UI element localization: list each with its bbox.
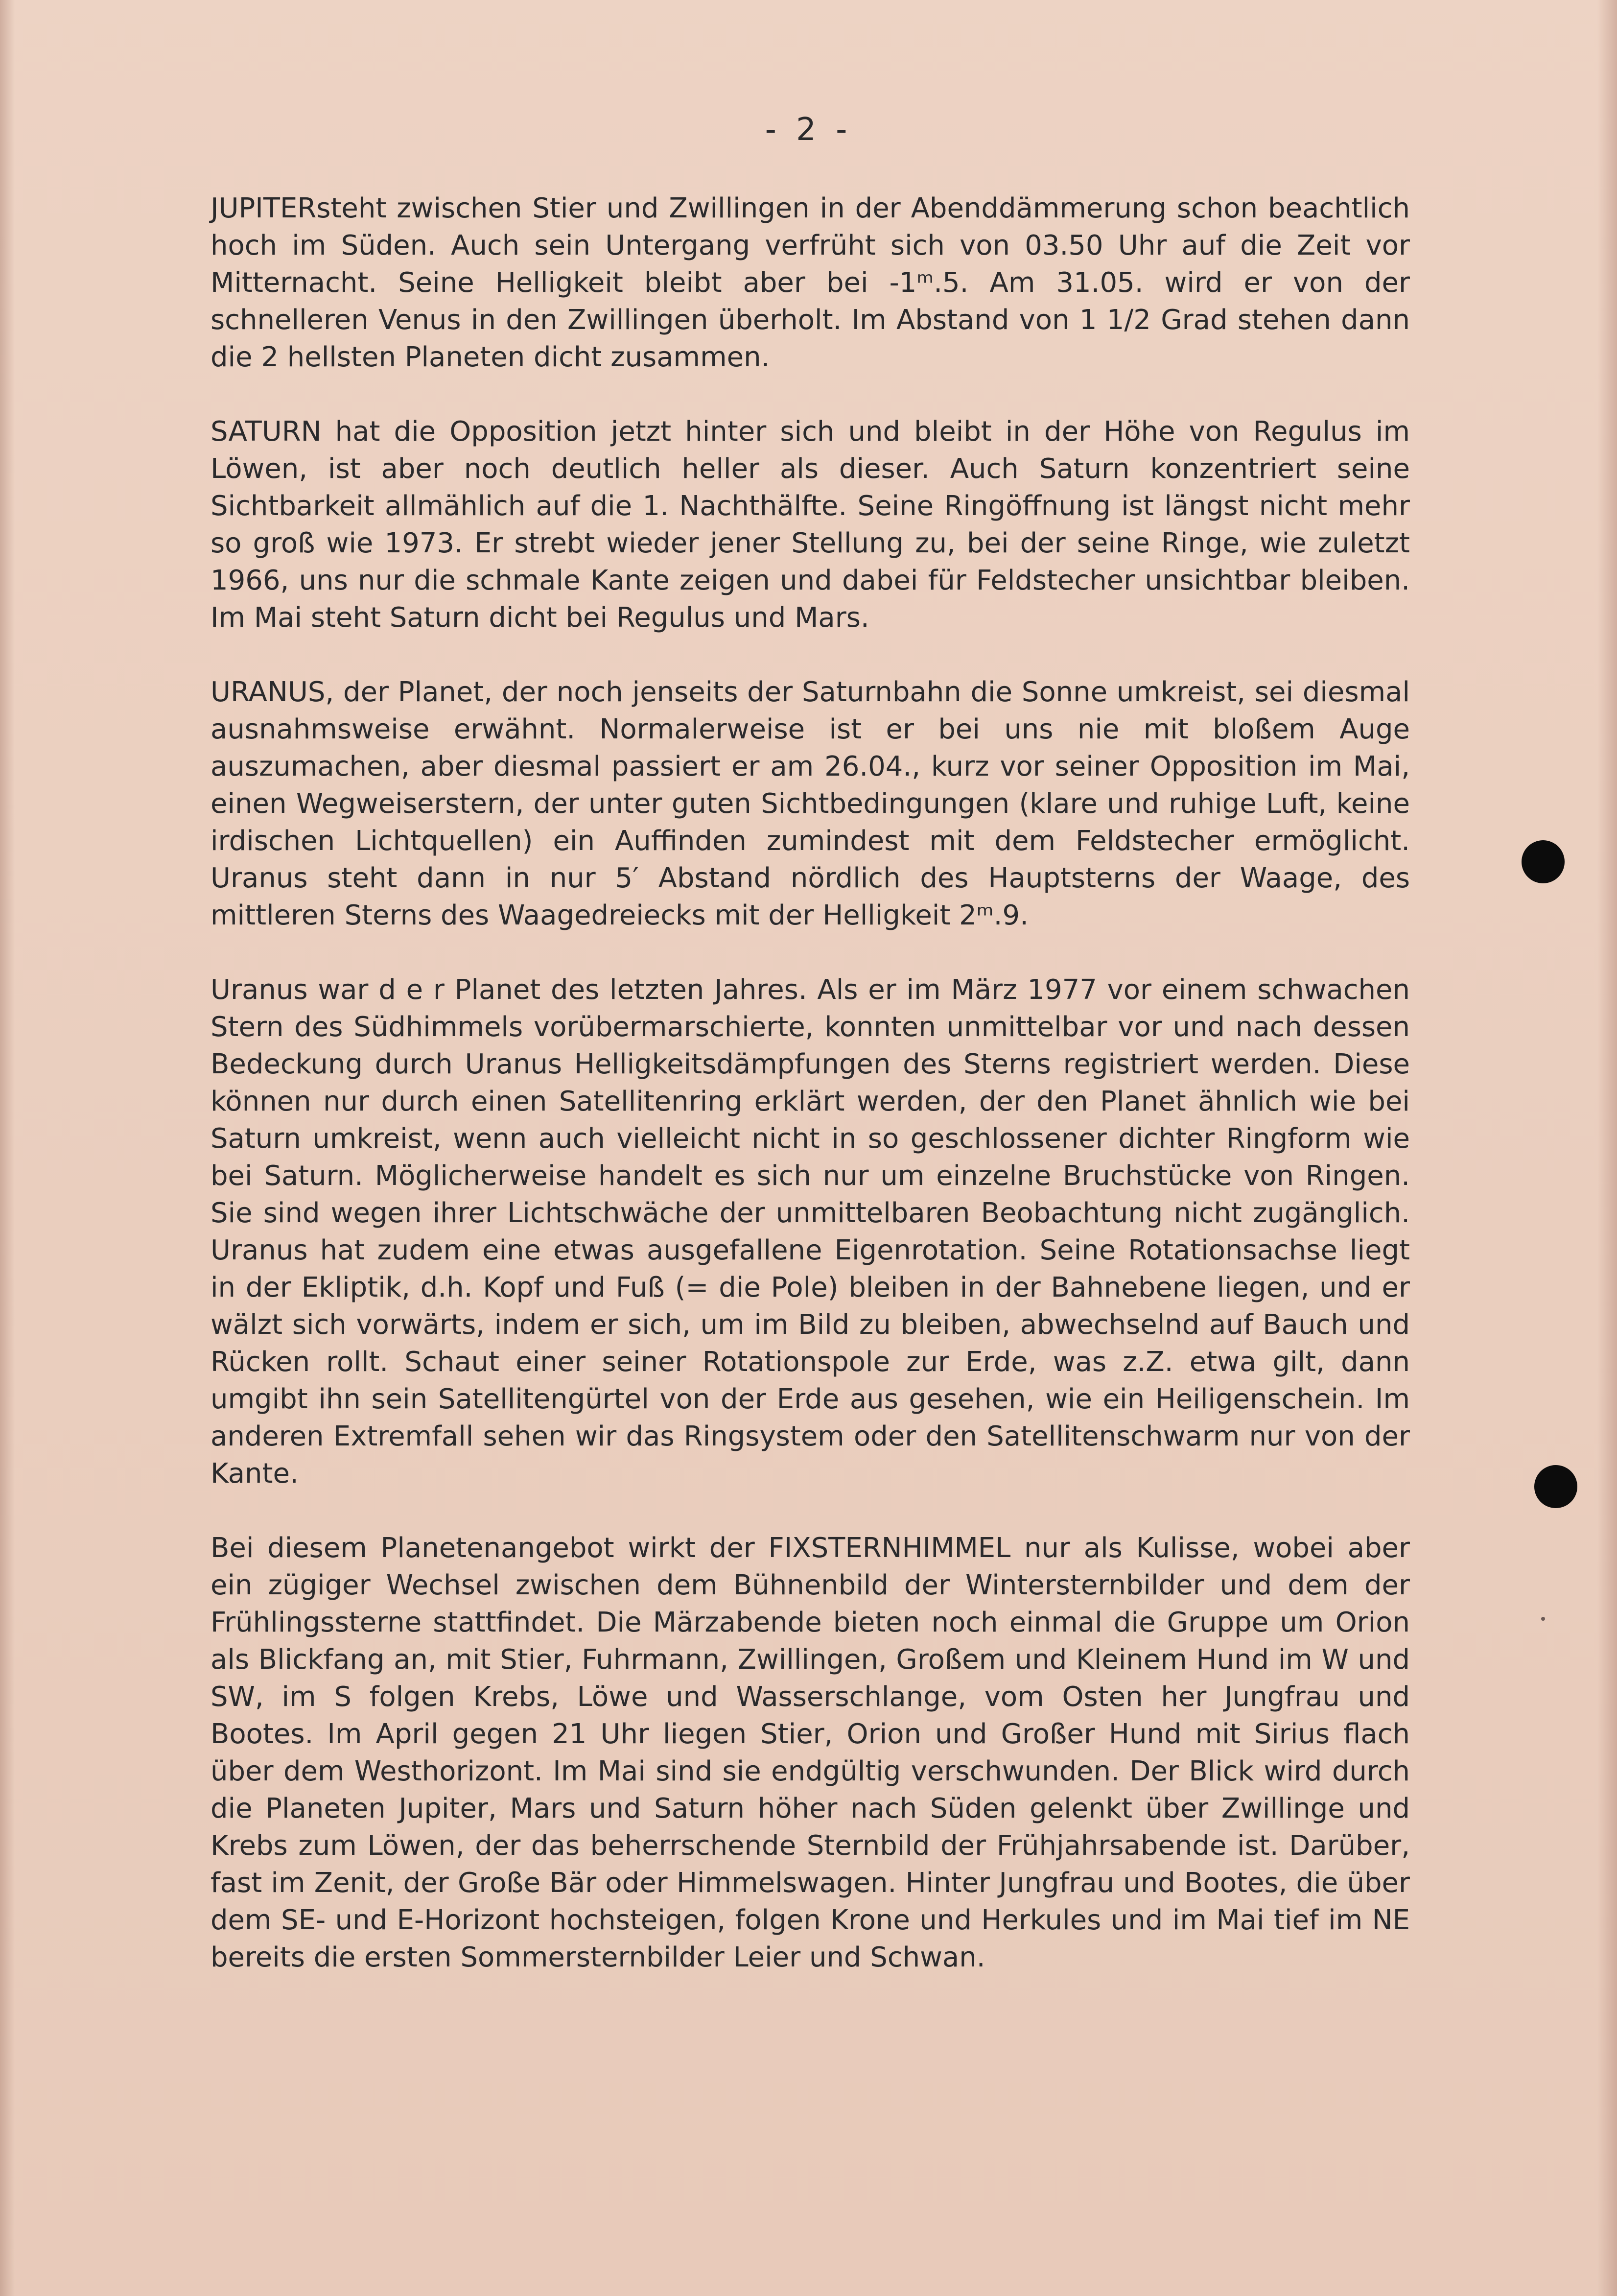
paper-speck: [1541, 1617, 1545, 1621]
paragraph-jupiter: JUPITERsteht zwischen Stier und Zwillingen in der Abenddämmerung schon beachtlich hoch im Süden. Auch sein Untergang verfrüht sich von 03.50 Uhr auf die Zeit vor Mitternacht. Seine Helligkeit bleibt aber bei -1ᵐ.5. Am 31.05. wird er von der schnelleren Venus in den Zwillingen überholt. Im Abstand von 1 1/2 Grad stehen dann die 2 hellsten Planeten dicht zusammen.: [211, 192, 1410, 373]
body-text: [211, 190, 1410, 2013]
paper-left-edge: [0, 0, 15, 2296]
paragraph-saturn: SATURN hat die Opposition jetzt hinter sich und bleibt in der Höhe von Regulus im Löwen, ist aber noch deutlich heller als dieser. Auch Saturn konzentriert seine Sichtbarkeit allmählich auf die 1. Nachthälfte. Seine Ringöffnung ist längst nicht mehr so groß wie 1973. Er strebt wieder jener Stellung zu, bei der seine Ringe, wie zuletzt 1966, uns nur die schmale Kante zeigen und dabei für Feldstecher unsichtbar bleiben. Im Mai steht Saturn dicht bei Regulus und Mars.: [211, 416, 1410, 634]
punch-hole-upper: [1522, 840, 1565, 883]
paragraph-uranus: URANUS, der Planet, der noch jenseits der Saturnbahn die Sonne umkreist, sei diesmal ausnahmsweise erwähnt. Normalerweise ist er bei uns nie mit bloßem Auge auszumachen, aber diesmal passiert er am 26.04., kurz vor seiner Opposition im Mai, einen Wegweiserstern, der unter guten Sichtbedingungen (klare und ruhige Luft, keine irdischen Lichtquellen) ein Auffinden zumindest mit dem Feldstecher ermöglicht. Uranus steht dann in nur 5′ Abstand nördlich des Hauptsterns der Waage, des mittleren Sterns des Waagedreiecks mit der Helligkeit 2ᵐ.9.: [211, 676, 1410, 931]
punch-hole-lower: [1534, 1465, 1577, 1508]
paragraph-uranus-rings: Uranus war d e r Planet des letzten Jahres. Als er im März 1977 vor einem schwachen Stern des Südhimmels vorübermarschierte, konnten unmittelbar vor und nach dessen Bedeckung durch Uranus Helligkeitsdämpfungen des Sterns registriert werden. Diese können nur durch einen Satellitenring erklärt werden, der den Planet ähnlich wie bei Saturn umkreist, wenn auch vielleicht nicht in so geschlossener dichter Ringform wie bei Saturn. Möglicherweise handelt es sich nur um einzelne Bruchstücke von Ringen. Sie sind wegen ihrer Lichtschwäche der unmittelbaren Beobachtung nicht zugänglich. Uranus hat zudem eine etwas ausgefallene Eigenrotation. Seine Rotationsachse liegt in der Ekliptik, d.h. Kopf und Fuß (= die Pole) bleiben in der Bahnebene liegen, und er wälzt sich vorwärts, indem er sich, um im Bild zu bleiben, abwechselnd auf Bauch und Rücken rollt. Schaut einer seiner Rotationspole zur Erde, was z.Z. etwa gilt, dann umgibt ihn sein Satellitengürtel von der Erde aus gesehen, wie ein Heiligenschein. Im anderen Extremfall sehen wir das Ringsystem oder den Satellitenschwarm nur von der Kante.: [211, 974, 1410, 1490]
paper-right-edge: [1597, 0, 1617, 2296]
paragraph-fixsternhimmel: Bei diesem Planetenangebot wirkt der FIXSTERNHIMMEL nur als Kulisse, wobei aber ein zügiger Wechsel zwischen dem Bühnenbild der Wintersternbilder und dem der Frühlingssterne stattfindet. Die Märzabende bieten noch einmal die Gruppe um Orion als Blickfang an, mit Stier, Fuhrmann, Zwillingen, Großem und Kleinem Hund im W und SW, im S folgen Krebs, Löwe und Wasserschlange, vom Osten her Jungfrau und Bootes. Im April gegen 21 Uhr liegen Stier, Orion und Großer Hund mit Sirius flach über dem Westhorizont. Im Mai sind sie endgültig verschwunden. Der Blick wird durch die Planeten Jupiter, Mars und Saturn höher nach Süden gelenkt über Zwillinge und Krebs zum Löwen, der das beherrschende Sternbild der Frühjahrsabende ist. Darüber, fast im Zenit, der Große Bär oder Himmelswagen. Hinter Jungfrau und Bootes, die über dem SE- und E-Horizont hochsteigen, folgen Krone und Herkules und im Mai tief im NE bereits die ersten Sommersternbilder Leier und Schwan.: [211, 1532, 1410, 1973]
page-number: - 2 -: [765, 112, 852, 148]
